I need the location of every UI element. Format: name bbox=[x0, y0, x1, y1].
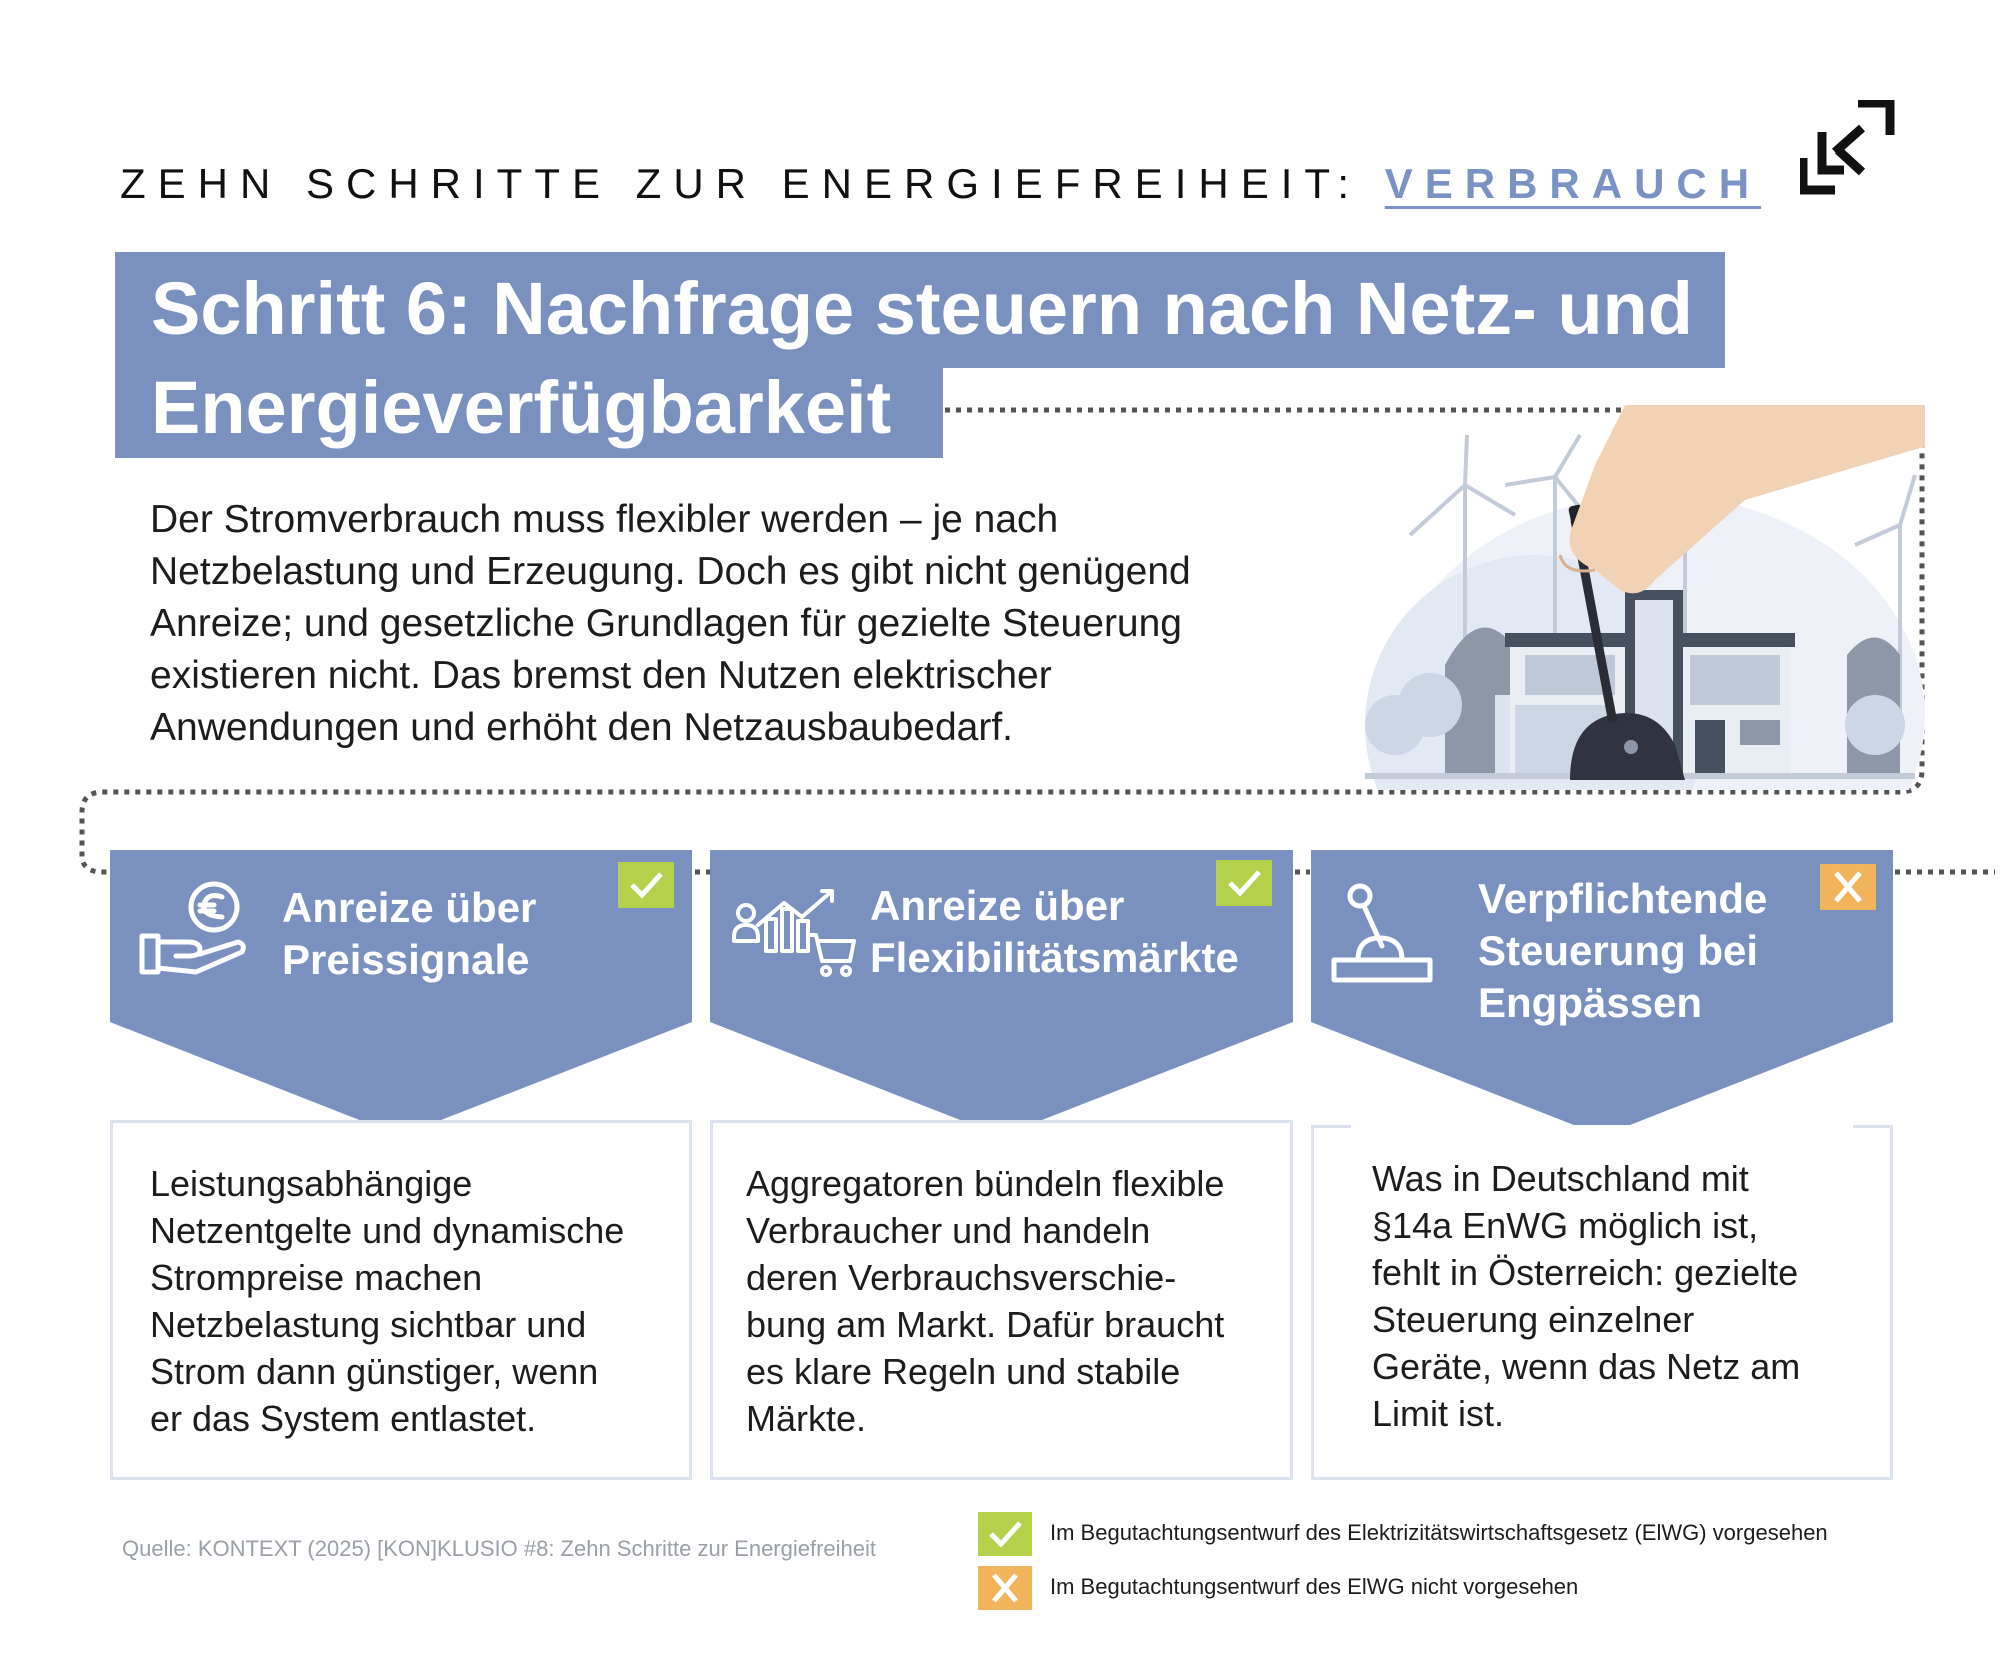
intro-line: Netzbelastung und Erzeugung. Doch es gibt nicht genügend bbox=[150, 550, 1191, 593]
card-text-line: Limit ist. bbox=[1372, 1393, 1505, 1434]
card-text-line: Netzbelastung sichtbar und bbox=[150, 1304, 587, 1345]
cross-badge-icon bbox=[1820, 864, 1876, 910]
card-3-text bbox=[1372, 1155, 1800, 1437]
card-text-line: er das System entlastet. bbox=[150, 1398, 537, 1439]
card-text-line: Strom dann günstiger, wenn bbox=[150, 1351, 599, 1392]
check-badge-icon bbox=[1216, 860, 1272, 906]
card-text-line: deren Verbrauchsverschie- bbox=[746, 1257, 1177, 1298]
legend-check-label: Im Begutachtungsentwurf des Elektrizitätswirtschaftsgesetz (ElWG) vorgesehen bbox=[1050, 1520, 1828, 1545]
card-3-top-border bbox=[1311, 1125, 1893, 1131]
card-text-line: Märkte. bbox=[746, 1398, 867, 1439]
legend-cross-icon bbox=[978, 1566, 1032, 1610]
euro-hand-icon bbox=[138, 880, 250, 980]
card-title-line: Anreize über bbox=[282, 884, 537, 931]
intro-line: Anreize; und gesetzliche Grundlagen für gezielte Steuerung bbox=[150, 602, 1182, 645]
card-text-line: Geräte, wenn das Netz am bbox=[1372, 1346, 1801, 1387]
intro-line: Anwendungen und erhöht den Netzausbaubedarf. bbox=[150, 706, 1014, 749]
card-title-line: Steuerung bei bbox=[1478, 927, 1759, 974]
card-text-line: Steuerung einzelner bbox=[1372, 1299, 1695, 1340]
source-note: Quelle: KONTEXT (2025) [KON]KLUSIO #8: Zehn Schritte zur Energiefreiheit bbox=[122, 1536, 877, 1561]
card-1-title bbox=[282, 882, 536, 986]
card-title-line: Flexibilitätsmärkte bbox=[870, 934, 1239, 981]
card-text-line: Was in Deutschland mit bbox=[1372, 1158, 1749, 1199]
card-text-line: bung am Markt. Dafür braucht bbox=[746, 1304, 1225, 1345]
card-title-line: Preissignale bbox=[282, 936, 530, 983]
intro-line: Der Stromverbrauch muss flexibler werden – je nach bbox=[150, 498, 1059, 541]
card-3-title bbox=[1478, 873, 1767, 1029]
card-text-line: Aggregatoren bündeln flexible bbox=[746, 1163, 1225, 1204]
legend-cross-label: Im Begutachtungsentwurf des ElWG nicht vorgesehen bbox=[1050, 1574, 1579, 1599]
card-title-line: Verpflichtende bbox=[1478, 875, 1768, 922]
card-title-line: Anreize über bbox=[870, 882, 1125, 929]
card-2-title bbox=[870, 880, 1239, 984]
card-title-line: Engpässen bbox=[1478, 979, 1703, 1026]
check-badge-icon bbox=[618, 862, 674, 908]
card-text-line: §14a EnWG möglich ist, bbox=[1372, 1205, 1759, 1246]
card-1-text bbox=[150, 1160, 624, 1442]
market-chart-icon bbox=[732, 885, 857, 980]
card-text-line: Verbraucher und handeln bbox=[746, 1210, 1151, 1251]
page-title-line2: Energieverfügbarkeit bbox=[151, 366, 892, 449]
intro-line: existieren nicht. Das bremst den Nutzen elektrischer bbox=[150, 654, 1052, 697]
card-text-line: Leistungsabhängige bbox=[150, 1163, 473, 1204]
card-text-line: Netzentgelte und dynamische bbox=[150, 1210, 625, 1251]
legend-check-icon bbox=[978, 1512, 1032, 1556]
card-text-line: Strompreise machen bbox=[150, 1257, 483, 1298]
card-text-line: es klare Regeln und stabile bbox=[746, 1351, 1181, 1392]
series-accent-link[interactable]: VERBRAUCH bbox=[1384, 160, 1762, 207]
series-prefix: ZEHN SCHRITTE ZUR ENERGIEFREIHEIT: bbox=[120, 160, 1385, 207]
card-text-line: fehlt in Österreich: gezielte bbox=[1372, 1252, 1799, 1293]
card-2-text bbox=[746, 1160, 1224, 1442]
page-title-line1: Schritt 6: Nachfrage steuern nach Netz- und bbox=[151, 267, 1693, 350]
lever-icon bbox=[1328, 880, 1436, 985]
